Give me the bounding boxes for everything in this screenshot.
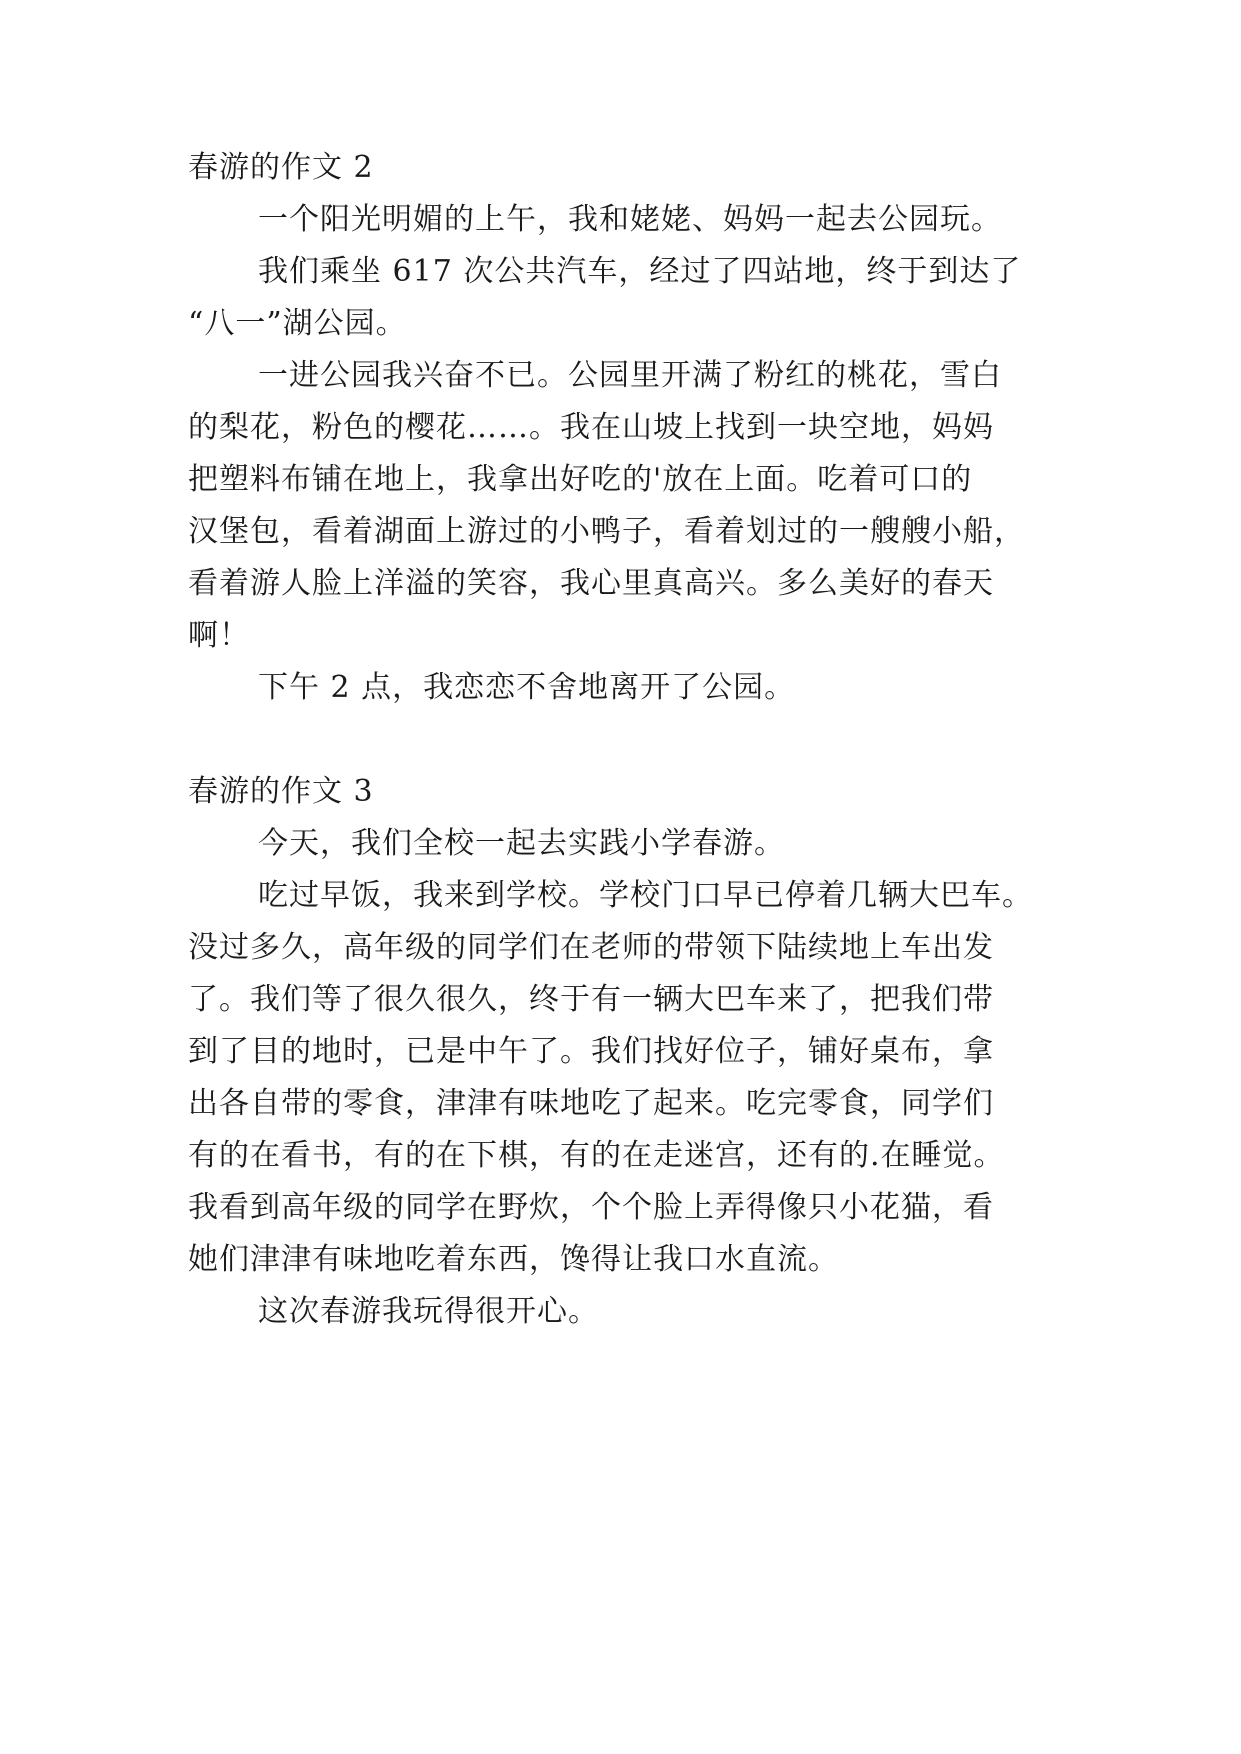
document-page xyxy=(188,0,1068,1754)
paragraph-line: 一个阳光明媚的上午，我和姥姥、妈妈一起去公园玩。 xyxy=(258,202,1002,237)
paragraph-line: 了。我们等了很久很久，终于有一辆大巴车来了，把我们带 xyxy=(188,982,994,1017)
paragraph-line: 下午 2 点，我恋恋不舍地离开了公园。 xyxy=(258,670,796,705)
paragraph-line: 这次春游我玩得很开心。 xyxy=(258,1294,599,1329)
paragraph-line: 到了目的地时，已是中午了。我们找好位子，铺好桌布，拿 xyxy=(188,1034,994,1069)
paragraph-line: 一进公园我兴奋不已。公园里开满了粉红的桃花，雪白 xyxy=(258,358,1002,393)
paragraph-line: 今天，我们全校一起去实践小学春游。 xyxy=(258,826,785,861)
paragraph-line: 我们乘坐 617 次公共汽车，经过了四站地，终于到达了 xyxy=(258,254,1022,289)
paragraph-line: 把塑料布铺在地上，我拿出好吃的'放在上面。吃着可口的 xyxy=(188,462,973,497)
paragraph-line: 有的在看书，有的在下棋，有的在走迷宫，还有的.在睡觉。 xyxy=(188,1138,1005,1173)
section-title: 春游的作文 2 xyxy=(188,150,374,185)
paragraph-line: 没过多久，高年级的同学们在老师的带领下陆续地上车出发 xyxy=(188,930,994,965)
paragraph-line: 的梨花，粉色的樱花……。我在山坡上找到一块空地，妈妈 xyxy=(188,410,994,445)
paragraph-line: 我看到高年级的同学在野炊，个个脸上弄得像只小花猫，看 xyxy=(188,1190,994,1225)
paragraph-line: “八一”湖公园。 xyxy=(188,306,407,341)
paragraph-line: 看着游人脸上洋溢的笑容，我心里真高兴。多么美好的春天 xyxy=(188,566,994,601)
paragraph-line: 汉堡包，看着湖面上游过的小鸭子，看着划过的一艘艘小船， xyxy=(188,514,1025,549)
paragraph-line: 吃过早饭，我来到学校。学校门口早已停着几辆大巴车。 xyxy=(258,878,1033,913)
paragraph-line: 出各自带的零食，津津有味地吃了起来。吃完零食，同学们 xyxy=(188,1086,994,1121)
section-title: 春游的作文 3 xyxy=(188,774,374,809)
paragraph-line: 啊！ xyxy=(188,618,250,653)
paragraph-line: 她们津津有味地吃着东西，馋得让我口水直流。 xyxy=(188,1242,839,1277)
